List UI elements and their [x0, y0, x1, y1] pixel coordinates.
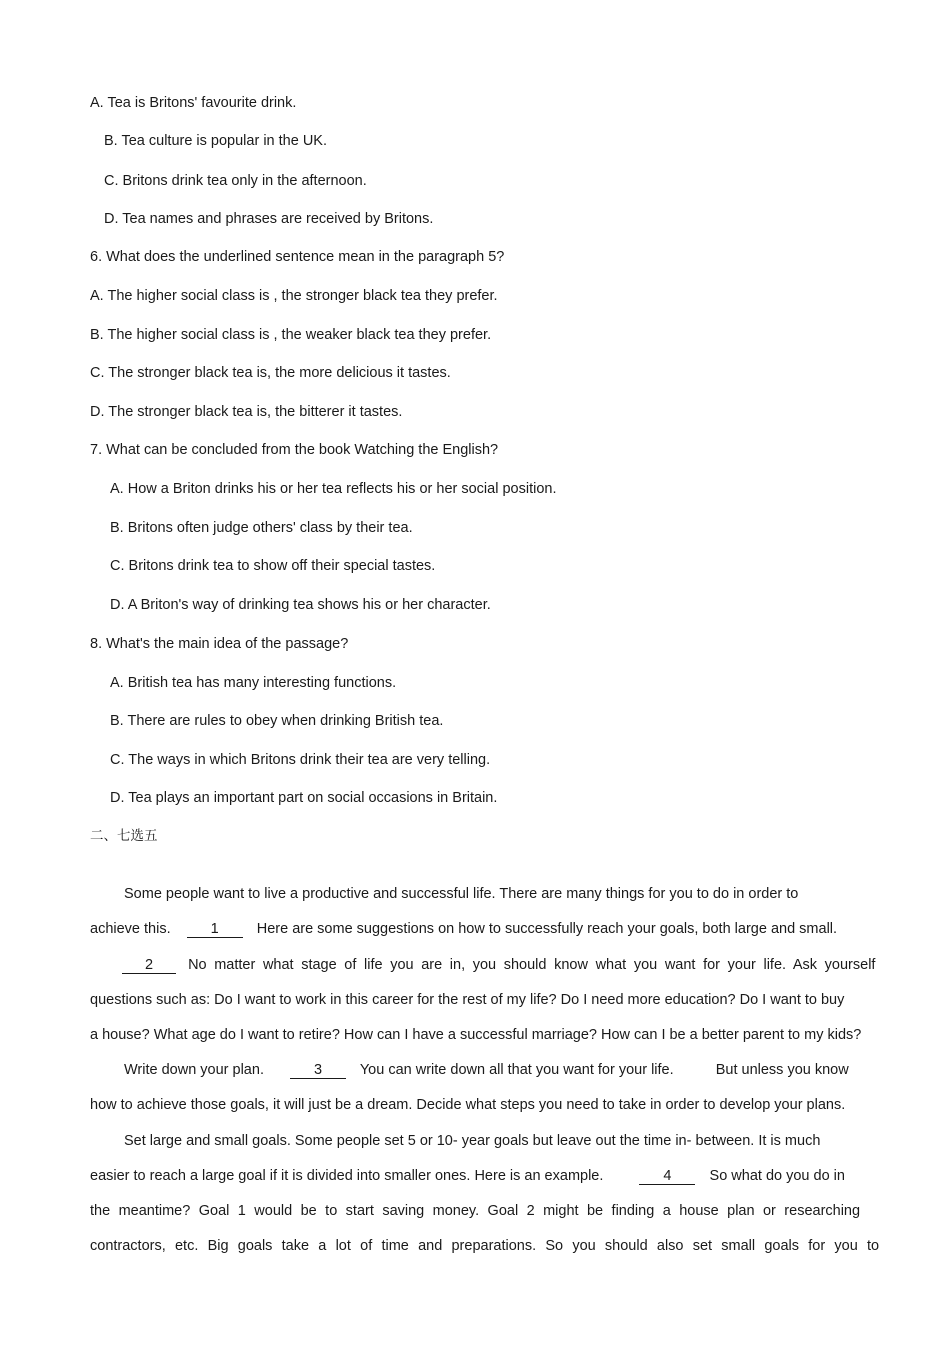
q6-option-b: B. The higher social class is , the weaker black tea they prefer.	[90, 327, 492, 343]
q5-option-b: B. Tea culture is popular in the UK.	[104, 133, 327, 149]
q8-question: 8. What's the main idea of the passage?	[90, 636, 349, 652]
p4-line1: Set large and small goals. Some people set 5 or 10- year goals but leave out the time in- between. It is much	[124, 1133, 821, 1149]
q6-question: 6. What does the underlined sentence mean in the paragraph 5?	[90, 249, 505, 265]
q8-option-d: D. Tea plays an important part on social occasions in Britain.	[110, 790, 498, 806]
p1-line2-text-a: achieve this.	[90, 921, 171, 937]
p1-line1: Some people want to live a productive and successful life. There are many things for you to do in order to	[124, 886, 799, 902]
p1-line2-text-b: Here are some suggestions on how to successfully reach your goals, both large and small.	[256, 921, 838, 937]
p4-line4: contractors, etc. Big goals take a lot of time and preparations. So you should also set small goals for you to	[90, 1238, 880, 1254]
p2-line3: a house? What age do I want to retire? How can I have a successful marriage? How can I be a better parent to my kids?	[90, 1027, 862, 1043]
p4-line2	[90, 1166, 845, 1186]
p3-line1-text-c: But unless you know	[715, 1062, 849, 1078]
section-heading: 二、七选五	[90, 828, 158, 844]
p1-line2	[90, 919, 837, 939]
blank-3[interactable]: 3	[290, 1063, 346, 1079]
blank-1[interactable]: 1	[187, 922, 243, 938]
q7-option-d: D. A Briton's way of drinking tea shows his or her character.	[110, 597, 491, 613]
p2-line1	[122, 955, 876, 975]
q5-option-d: D. Tea names and phrases are received by Britons.	[104, 211, 434, 227]
q5-option-a: A. Tea is Britons' favourite drink.	[90, 95, 297, 111]
q7-option-b: B. Britons often judge others' class by their tea.	[110, 520, 413, 536]
q7-option-c: C. Britons drink tea to show off their special tastes.	[110, 558, 436, 574]
p3-line1	[124, 1060, 849, 1080]
q6-option-a: A. The higher social class is , the stronger black tea they prefer.	[90, 288, 498, 304]
p4-line2-text-b: So what do you do in	[709, 1168, 845, 1184]
q5-option-c: C. Britons drink tea only in the afternoon.	[104, 173, 367, 189]
q8-option-b: B. There are rules to obey when drinking British tea.	[110, 713, 444, 729]
q7-question: 7. What can be concluded from the book Watching the English?	[90, 442, 499, 458]
q8-option-c: C. The ways in which Britons drink their tea are very telling.	[110, 752, 491, 768]
p4-line2-text-a: easier to reach a large goal if it is divided into smaller ones. Here is an example.	[90, 1168, 604, 1184]
p3-line1-text-b: You can write down all that you want for your life.	[359, 1062, 674, 1078]
p2-line1-text: No matter what stage of life you are in, you should know what you want for your life. Ask yourself	[188, 957, 876, 973]
q8-option-a: A. British tea has many interesting functions.	[110, 675, 397, 691]
blank-2[interactable]: 2	[122, 958, 176, 974]
p3-line2: how to achieve those goals, it will just be a dream. Decide what steps you need to take in order to develop your plans.	[90, 1097, 846, 1113]
blank-4[interactable]: 4	[639, 1169, 695, 1185]
p4-line3: the meantime? Goal 1 would be to start saving money. Goal 2 might be finding a house plan or researching	[90, 1203, 861, 1219]
p3-line1-text-a: Write down your plan.	[124, 1062, 264, 1078]
p2-line2: questions such as: Do I want to work in this career for the rest of my life? Do I need more education? Do I want to buy	[90, 992, 845, 1008]
q7-option-a: A. How a Briton drinks his or her tea reflects his or her social position.	[110, 481, 557, 497]
q6-option-c: C. The stronger black tea is, the more delicious it tastes.	[90, 365, 451, 381]
q6-option-d: D. The stronger black tea is, the bitterer it tastes.	[90, 404, 403, 420]
